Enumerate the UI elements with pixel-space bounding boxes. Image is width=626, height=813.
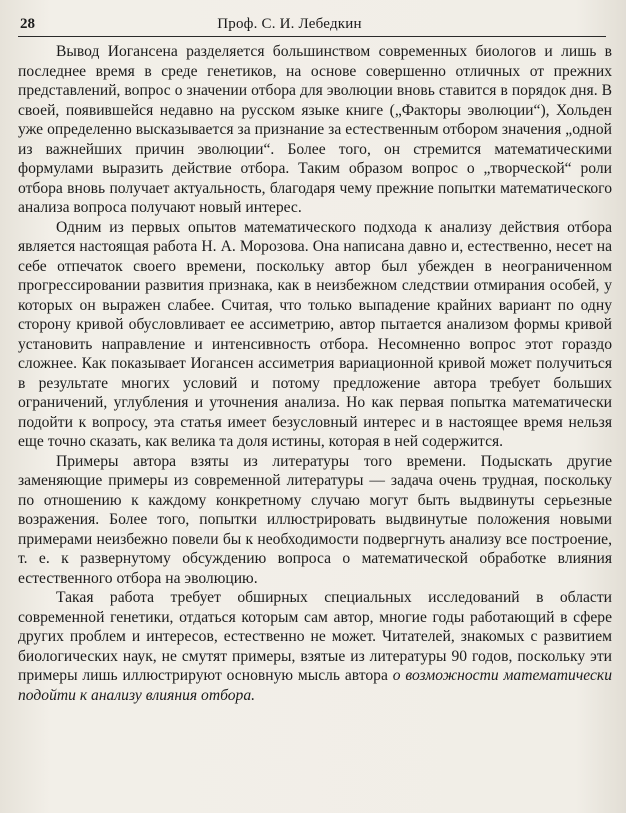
- paragraph: Вывод Иогансена разделяется большинством современных биологов и лишь в последнее время в среде генетиков, на основе совершенно отличных от прежних представлений, вопрос о значении отбора для эволюции вновь ставится в порядок дня. В своей, появившейся недавно на русском языке книге („Факторы эволюции“), Хольден уже определенно высказывается за признание за естественным отбором значения „одной из важнейших причин эволюции“. Более того, он стремится математическими формулами выразить действие отбора. Таким образом вопрос о „творческой“ роли отбора вновь получает актуальность, благодаря чему прежние попытки математического анализа вопроса получают новый интерес.: [18, 43, 612, 216]
- page-header: [18, 16, 606, 37]
- final-paragraph: [18, 588, 612, 705]
- paragraph: Одним из первых опытов математического подхода к анализу действия отбора является настоящая работа Н. А. Морозова. Она написана давно и, естественно, несет на себе отпечаток своего времени, поскольку автор был убежден в неограниченном прогрессировании развития признака, как в неизбежном следствии отмирания особей, у которых он выражен слабее. Считая, что только выпадение крайних вариант по одну сторону кривой обусловливает ее ассиметрию, автор пытается анализом формы кривой установить направление и интенсивность отбора. Несомненно вопрос этот гораздо сложнее. Как показывает Иогансен ассиметрия вариационной кривой может получиться в результате многих условий и потому предложение автора требует больших ограничений, углубления и уточнения анализа. Но как первая попытка математически подойти к вопросу, эта статья имеет безусловный интерес и в настоящее время нельзя еще точно сказать, как велика та доля истины, которая в ней содержится.: [18, 218, 612, 450]
- running-title: Проф. С. И. Лебедкин: [217, 16, 362, 32]
- page-number: 28: [20, 16, 35, 32]
- final-paragraph-text: Такая работа требует обширных специальных исследований в области современной генетики, отдаться которым сам автор, многие годы работающий в сфере других проблем и интересов, естественно не может. Читателей, знакомых с развитием биологических наук, не смутят примеры, взятые из литературы 90 годов, поскольку эти примеры лишь иллюстрируют основную мысль автора: [18, 589, 612, 684]
- paragraph: Примеры автора взяты из литературы того времени. Подыскать другие заменяющие примеры из современной литературы — задача очень трудная, поскольку по отношению к каждому конкретному случаю могут быть выдвинуты серьезные возражения. Более того, попытки иллюстрировать выдвинутые положения новыми примерами неизбежно повели бы к необходимости подвергнуть анализу все построение, т. е. к развернутому обсуждению вопроса о математической обработке влияния естественного отбора на эволюцию.: [18, 452, 612, 587]
- page-body: [18, 42, 612, 705]
- final-paragraph-italic: о возможности математически подойти к анализу влияния отбора.: [18, 667, 612, 704]
